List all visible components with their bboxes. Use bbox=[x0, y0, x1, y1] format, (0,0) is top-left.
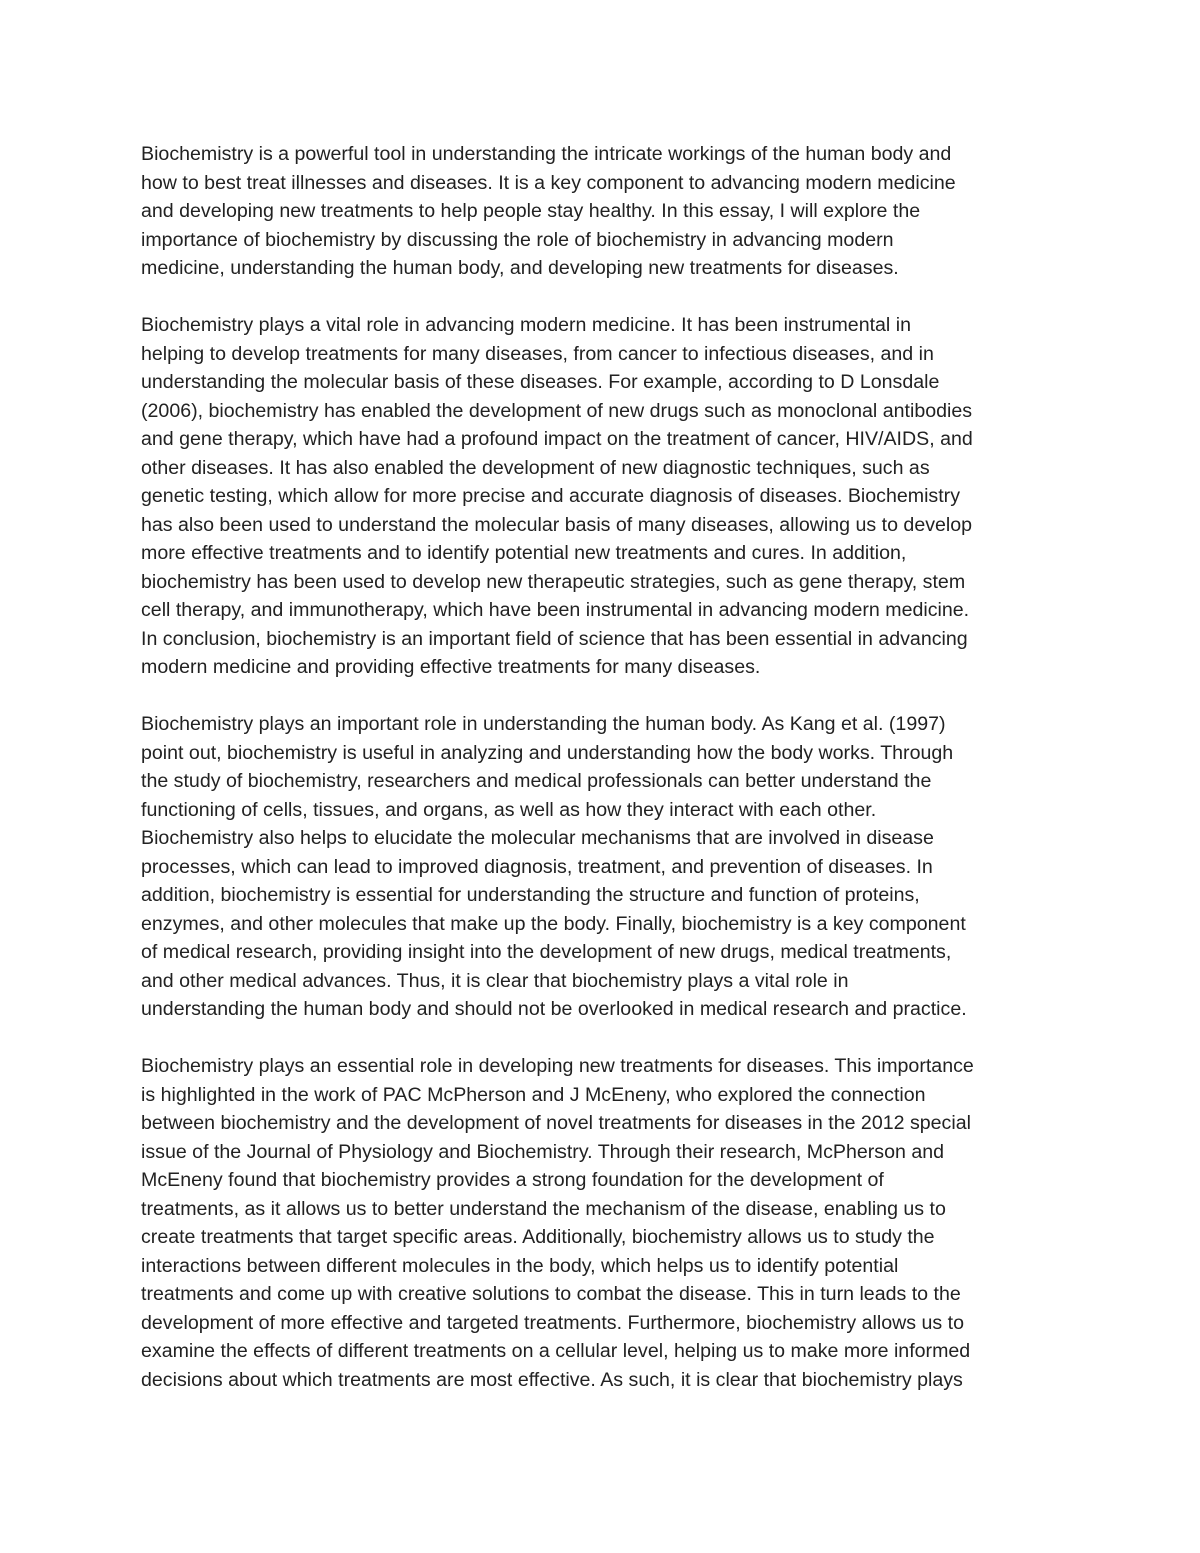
text-line: is highlighted in the work of PAC McPherson and J McEneny, who explored the connection bbox=[141, 1083, 926, 1106]
text-line: of medical research, providing insight into the development of new drugs, medical treatments, bbox=[141, 941, 952, 963]
text-line: modern medicine and providing effective treatments for many diseases. bbox=[141, 656, 761, 678]
text-line: create treatments that target specific areas. Additionally, biochemistry allows us to study the bbox=[141, 1226, 935, 1248]
paragraph-modern-medicine bbox=[141, 311, 1101, 682]
text-line: genetic testing, which allow for more precise and accurate diagnosis of diseases. Biochemistry bbox=[141, 485, 960, 507]
text-line: Biochemistry plays a vital role in advancing modern medicine. It has been instrumental in bbox=[141, 314, 911, 336]
text-line: Biochemistry plays an essential role in developing new treatments for diseases. This importance bbox=[141, 1055, 974, 1077]
text-line: and gene therapy, which have had a profound impact on the treatment of cancer, HIV/AIDS, and bbox=[141, 428, 973, 450]
text-line: Biochemistry plays an important role in understanding the human body. As Kang et al. (1997) bbox=[141, 713, 946, 735]
text-line: and other medical advances. Thus, it is clear that biochemistry plays a vital role in bbox=[141, 969, 849, 992]
text-line: medicine, understanding the human body, and developing new treatments for diseases. bbox=[141, 257, 899, 279]
text-line: other diseases. It has also enabled the development of new diagnostic techniques, such as bbox=[141, 456, 930, 479]
text-line: functioning of cells, tissues, and organs, as well as how they interact with each other. bbox=[141, 798, 877, 821]
text-line: enzymes, and other molecules that make up the body. Finally, biochemistry is a key component bbox=[141, 912, 966, 935]
text-line: McEneny found that biochemistry provides a strong foundation for the development of bbox=[141, 1169, 884, 1191]
text-line: examine the effects of different treatments on a cellular level, helping us to make more informed bbox=[141, 1340, 971, 1362]
text-line: point out, biochemistry is useful in analyzing and understanding how the body works. Through bbox=[141, 741, 954, 764]
text-line: decisions about which treatments are most effective. As such, it is clear that biochemistry plays bbox=[141, 1368, 963, 1391]
text-line: cell therapy, and immunotherapy, which have been instrumental in advancing modern medicine. bbox=[141, 599, 970, 621]
paragraph-new-treatments bbox=[141, 1052, 1101, 1394]
text-line: treatments and come up with creative solutions to combat the disease. This in turn leads to the bbox=[141, 1283, 961, 1305]
text-line: Biochemistry is a powerful tool in understanding the intricate workings of the human body and bbox=[141, 143, 952, 165]
text-line: development of more effective and targeted treatments. Furthermore, biochemistry allows us to bbox=[141, 1311, 964, 1334]
text-line: issue of the Journal of Physiology and Biochemistry. Through their research, McPherson and bbox=[141, 1140, 945, 1163]
text-line: importance of biochemistry by discussing the role of biochemistry in advancing modern bbox=[141, 228, 894, 251]
text-line: treatments, as it allows us to better understand the mechanism of the disease, enabling us to bbox=[141, 1197, 946, 1220]
text-line: more effective treatments and to identify potential new treatments and cures. In addition, bbox=[141, 542, 907, 564]
text-line: (2006), biochemistry has enabled the development of new drugs such as monoclonal antibodies bbox=[141, 399, 973, 422]
paragraph-human-body bbox=[141, 710, 1101, 1024]
text-line: In conclusion, biochemistry is an important field of science that has been essential in advancing bbox=[141, 627, 968, 650]
text-line: processes, which can lead to improved diagnosis, treatment, and prevention of diseases. In bbox=[141, 855, 933, 878]
text-line: the study of biochemistry, researchers and medical professionals can better understand the bbox=[141, 770, 932, 792]
text-line: understanding the molecular basis of these diseases. For example, according to D Lonsdale bbox=[141, 371, 940, 393]
text-line: understanding the human body and should not be overlooked in medical research and practice. bbox=[141, 998, 967, 1020]
text-line: and developing new treatments to help people stay healthy. In this essay, I will explore the bbox=[141, 200, 921, 222]
paragraph-introduction bbox=[141, 140, 1101, 283]
text-line: helping to develop treatments for many diseases, from cancer to infectious diseases, and in bbox=[141, 342, 934, 365]
text-line: between biochemistry and the development of novel treatments for diseases in the 2012 special bbox=[141, 1112, 971, 1134]
text-line: addition, biochemistry is essential for understanding the structure and function of proteins, bbox=[141, 884, 920, 906]
text-line: how to best treat illnesses and diseases. It is a key component to advancing modern medicine bbox=[141, 171, 956, 194]
text-line: biochemistry has been used to develop new therapeutic strategies, such as gene therapy, stem bbox=[141, 570, 966, 593]
text-line: has also been used to understand the molecular basis of many diseases, allowing us to develop bbox=[141, 513, 973, 536]
text-line: interactions between different molecules in the body, which helps us to identify potential bbox=[141, 1254, 899, 1277]
text-line: Biochemistry also helps to elucidate the molecular mechanisms that are involved in disease bbox=[141, 827, 934, 849]
